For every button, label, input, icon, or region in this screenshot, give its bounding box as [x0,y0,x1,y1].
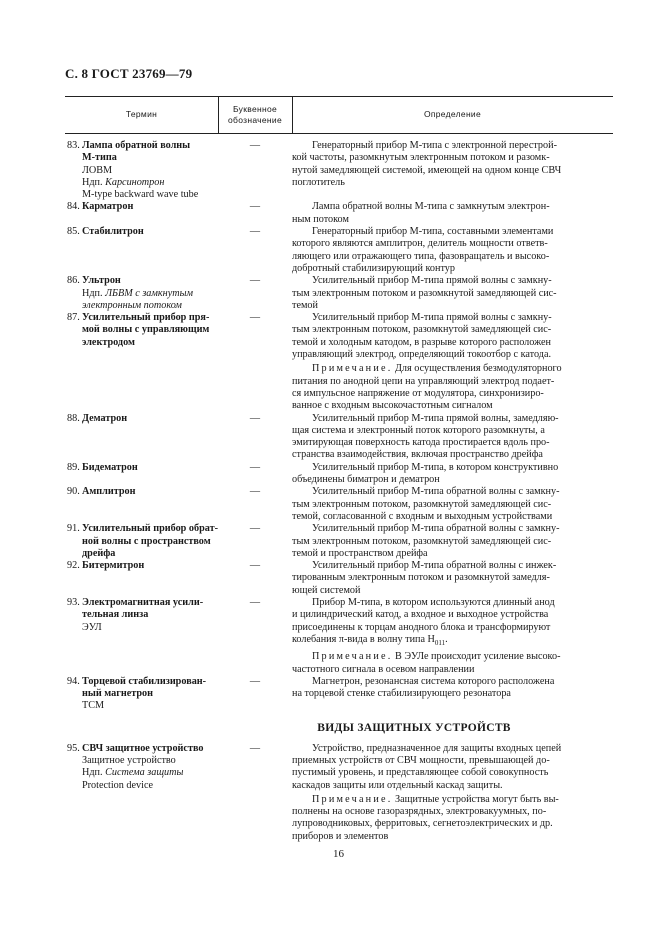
term-cell [65,560,218,597]
definition-cell [292,226,613,275]
term-entry [65,523,613,560]
term-name: мой волны с управляющим [82,324,210,336]
abbr-dash: — [249,596,261,608]
term-table-body [65,140,613,843]
term-synonym: Защитное устройство [82,754,176,766]
note-line: ся импульсное напряжение от модулятора, синхронизиро- [292,387,544,399]
term-cell [65,743,218,843]
definition-line: присоединены к торцам анодного блока и трансформируют [292,621,551,633]
term-cell [65,413,218,462]
term-name: электродом [82,336,135,348]
definition-line: Усилительный прибор М-типа прямой волны с замкну- [312,312,552,324]
column-header-abbr: Буквенное обозначение [228,103,282,125]
note-line: полнены на основе газоразрядных, электровакуумных, по- [292,806,547,818]
definition-line: эмитирующая поверхность катода простирается вдоль про- [292,437,550,449]
entry-number: 88. [67,412,80,424]
note-line: Примечание. Для осуществления безмодуляторного [312,363,562,375]
term-name: Электромагнитная усили- [82,596,204,608]
note-label: Примечание. [312,363,393,375]
note-line: Примечание. В ЭУЛе происходит усиление высоко- [312,651,561,663]
column-header-term: Термин [125,109,158,119]
definition-line: ющей системой [292,584,361,596]
term-cell [65,676,218,713]
definition-line: Усилительный прибор М-типа обратной волны с замкну- [312,523,560,535]
definition-line: кой частоты, разомкнутым электронным потоком и разомк- [292,152,550,164]
definition-line: управляющий электрод, определяющий токоотбор с катода. [292,349,552,361]
definition-line: темой [292,299,318,311]
definition-line: темой, согласованной с входным и выходным устройствами [292,510,553,522]
note-line: Примечание. Защитные устройства могут быть вы- [312,793,559,805]
definition-cell [292,140,613,201]
definition-line: Магнетрон, резонансная система которого расположена [312,675,555,687]
definition-line: каскадов защиты или отдельный каскад защиты. [292,779,503,791]
note-line: частотного сигнала в осевом направлении [292,663,475,675]
definition-cell [292,597,613,676]
definition-line: тированным электронным потоком и разомкнутой замедля- [292,572,550,584]
entry-number: 93. [67,596,80,608]
term-synonym: ЭУЛ [82,621,102,633]
definition-cell [292,676,613,713]
entry-number: 86. [67,275,80,287]
entry-number: 89. [67,461,80,473]
term-name: Битермитрон [82,560,145,572]
definition-line: Усилительный прибор М-типа прямой волны, замедляю- [312,412,559,424]
term-name: Стабилитрон [82,226,144,238]
abbr-dash: — [249,226,261,238]
abbr-dash: — [249,675,261,687]
note-label: Примечание. [312,651,393,663]
term-entry [65,140,613,201]
term-name: Усилительный прибор пря- [82,312,210,324]
definition-line: Усилительный прибор М-типа прямой волны с замкну- [312,275,552,287]
definition-line: странства взаимодействия, включая пространство дрейфа [292,449,543,461]
definition-line: тым электронным потоком, разомкнутой замедляющей сис- [292,535,552,547]
entry-number: 94. [67,675,80,687]
definition-line: Генераторный прибор М-типа с электронной перестрой- [312,140,557,151]
term-cell [65,140,218,201]
definition-cell [292,560,613,597]
definition-line: Генераторный прибор М-типа, составными элементами [312,226,554,238]
term-name: дрейфа [82,547,116,559]
term-entry [65,226,613,275]
definition-line: которого являются амплитрон, делитель мощности ответв- [292,238,548,250]
definition-cell [292,413,613,462]
term-entry [65,312,613,412]
definition-cell [292,743,613,843]
entry-number: 92. [67,560,80,572]
definition-cell [292,486,613,523]
definition-cell [292,275,613,312]
note-line: ванное с входным высокочастотным сигналом [292,400,493,412]
entry-number: 85. [67,226,80,238]
entry-number: 90. [67,486,80,498]
definition-line: объединены биматрон и дематрон [292,474,440,486]
term-cell [65,275,218,312]
note-line: лупроводниковых, ферритовых, сегнетоэлектрических и др. [292,818,553,830]
entry-number: 87. [67,312,80,324]
entry-number: 83. [67,140,80,151]
term-entry [65,560,613,597]
definition-line: тым электронным потоком, разомкнутой замедляющей сис- [292,498,552,510]
definition-line: Лампа обратной волны М-типа с замкнутым электрон- [312,201,550,213]
term-synonym: Ндп. Карсинотрон [82,176,165,188]
definition-line: и цилиндрический катод, а входное и выходное устройства [292,609,549,621]
definition-cell [292,201,613,226]
definition-line: темой и пространством дрейфа [292,547,428,559]
definition-line: поглотитель [292,176,345,188]
definition-line: ным потоком [292,213,349,225]
term-synonym: ЛОВМ [82,164,113,176]
term-name: Карматрон [82,201,134,213]
definition-line: щая система и электронный поток которого разомкнуты, а [292,424,545,436]
term-entry [65,676,613,713]
term-name: ный магнетрон [82,688,153,700]
term-synonym: Ндп. Система защиты [82,767,184,779]
page-number: 16 [333,848,344,860]
term-synonym: Protection device [82,779,154,791]
term-name: Лампа обратной волны [82,140,191,151]
term-name: Ультрон [82,275,121,287]
abbr-dash: — [249,140,261,151]
definition-line: тым электронным потоком, разомкнутой замедляющей сис- [292,324,552,336]
term-name: Усилительный прибор обрат- [82,523,218,535]
abbr-dash: — [249,275,261,287]
term-cell [65,486,218,523]
term-entry [65,275,613,312]
note-line: приборов и элементов [292,830,389,842]
table-header-rule [65,133,613,134]
definition-line: темой и холодным катодом, в разрыве которого расположен [292,336,551,348]
entry-number: 95. [67,742,80,754]
definition-line: колебания π-вида в волну типа $H_{011}$. [292,633,448,647]
term-name: тельная линза [82,609,149,621]
definition-line: ляющего или отражающего типа, фазовращатель и высоко- [292,250,550,262]
abbr-dash: — [249,312,261,324]
term-cell [65,523,218,560]
term-entry [65,597,613,676]
entry-number: 91. [67,523,80,535]
abbr-dash: — [249,742,261,754]
definition-line: добротный стабилизирующий контур [292,262,455,274]
definition-cell [292,523,613,560]
term-name: Дематрон [82,412,128,424]
term-entry [65,486,613,523]
term-name: Амплитрон [82,486,136,498]
term-name: Бидематрон [82,461,138,473]
term-cell [65,226,218,275]
term-synonym: Ндп. ЛБВМ с замкнутым [82,287,193,299]
term-cell [65,597,218,676]
abbr-dash: — [249,201,261,213]
definition-line: на торцевой стенке стабилизирующего резонатора [292,688,511,700]
definition-line: Прибор М-типа, в котором используются длинный анод [312,596,555,608]
abbr-dash: — [249,412,261,424]
term-name: ной волны с пространством [82,535,211,547]
definition-line: Усилительный прибор М-типа обратной волны с инжек- [312,560,557,572]
abbr-dash: — [249,486,261,498]
term-cell [65,312,218,412]
definition-cell [292,462,613,487]
term-entry [65,201,613,226]
definition-line: Усилительный прибор М-типа обратной волны с замкну- [312,486,560,498]
term-entry [65,462,613,487]
definition-line: приемных устройств от СВЧ мощности, превышающей до- [292,754,550,766]
term-cell [65,462,218,487]
page-header: С. 8 ГОСТ 23769—79 [65,66,193,81]
abbr-dash: — [249,461,261,473]
column-header-definition: Определение [423,109,482,119]
abbr-dash: — [249,560,261,572]
definition-cell [292,312,613,412]
term-name: М-типа [82,152,117,164]
definition-line: пустимый уровень, и представляющее собой совокупность [292,767,549,779]
term-name: Торцевой стабилизирован- [82,675,207,687]
term-entry [65,413,613,462]
abbr-dash: — [249,523,261,535]
section-title: ВИДЫ ЗАЩИТНЫХ УСТРОЙСТВ [317,721,511,734]
definition-line: тым электронным потоком и разомкнутой замедляющей сис- [292,287,557,299]
term-name: СВЧ защитное устройство [82,742,204,754]
note-line: питания по анодной цепи на управляющий электрод подает- [292,375,555,387]
entry-number: 84. [67,201,80,213]
note-label: Примечание. [312,793,393,805]
definition-line: Устройство, предназначенное для защиты входных цепей [312,742,562,754]
term-cell [65,201,218,226]
definition-line: нутой замедляющей системой, имеющей на одном конце СВЧ [292,164,562,176]
term-synonym: электронным потоком [82,299,182,311]
definition-line: Усилительный прибор М-типа, в котором конструктивно [312,461,559,473]
term-synonym: M-type backward wave tube [82,189,199,201]
term-synonym: ТСМ [82,700,105,712]
term-entry [65,743,613,843]
